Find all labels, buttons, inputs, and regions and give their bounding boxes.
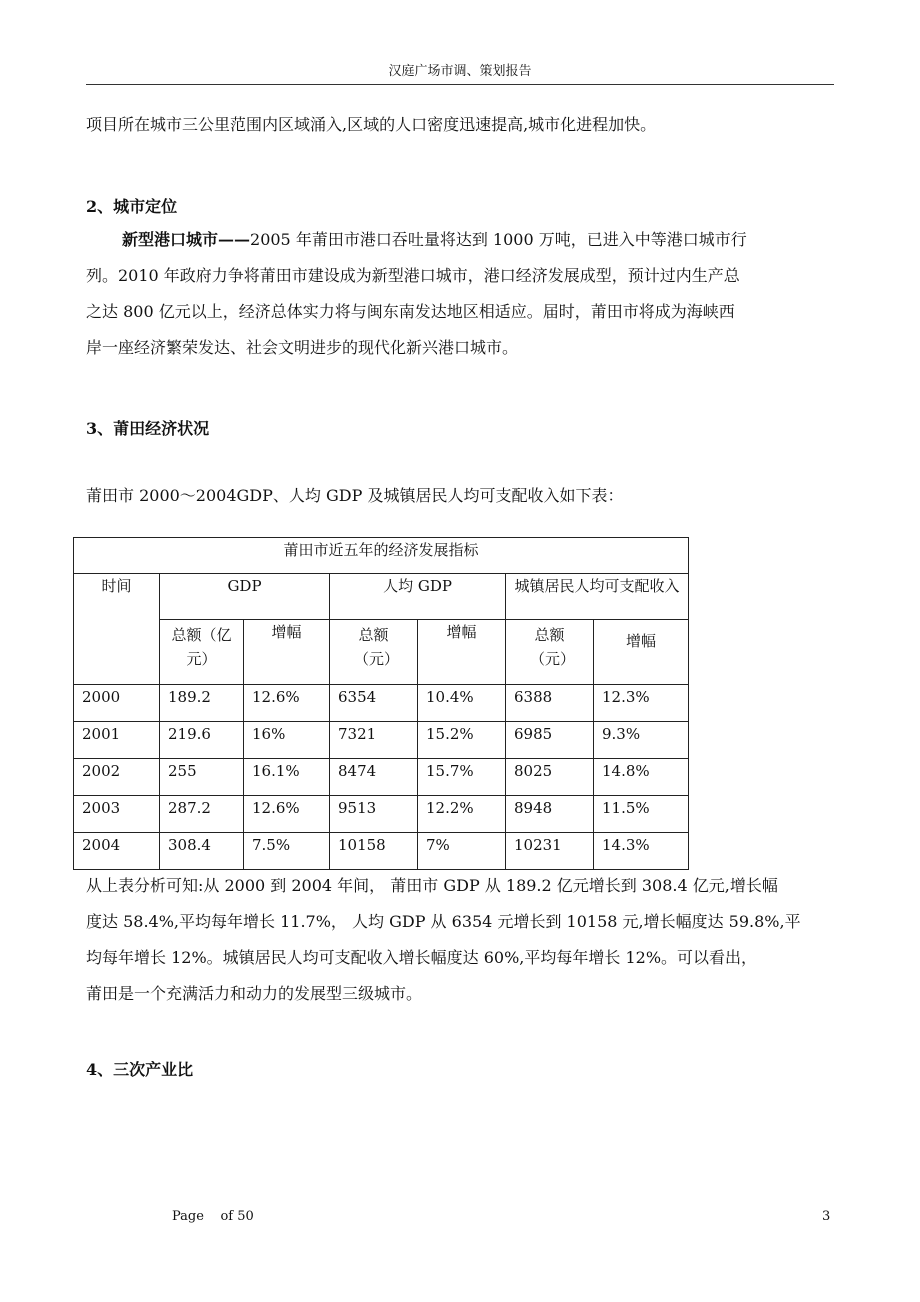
cell-inc-growth: 12.3% [594, 685, 689, 722]
sub-header-inc-growth: 增幅 [594, 620, 689, 685]
section2-line1-rest: 2005 年莆田市港口吞吐量将达到 1000 万吨，已进入中等港口城市行 [250, 230, 747, 249]
cell-gdp-total: 308.4 [160, 833, 244, 870]
cell-gdp-growth: 12.6% [244, 796, 330, 833]
cell-gdp-growth: 16.1% [244, 759, 330, 796]
section2-line-4: 岸一座经济繁荣发达、社会文明进步的现代化新兴港口城市。 [86, 338, 519, 357]
cell-gdp-total: 189.2 [160, 685, 244, 722]
sub-header-gdp-growth: 增幅 [244, 620, 330, 685]
cell-gdp-total: 287.2 [160, 796, 244, 833]
cell-pc-total: 6354 [330, 685, 418, 722]
group-header-disposable-income: 城镇居民人均可支配收入 [506, 574, 689, 620]
group-header-per-capita-gdp: 人均 GDP [330, 574, 506, 620]
cell-pc-growth: 10.4% [418, 685, 506, 722]
cell-gdp-growth: 16% [244, 722, 330, 759]
cell-inc-growth: 9.3% [594, 722, 689, 759]
cell-inc-growth: 14.8% [594, 759, 689, 796]
cell-pc-growth: 15.7% [418, 759, 506, 796]
sub-header-gdp-total: 总额（亿元） [160, 620, 244, 685]
cell-pc-growth: 7% [418, 833, 506, 870]
cell-inc-growth: 11.5% [594, 796, 689, 833]
time-header: 时间 [74, 574, 160, 685]
cell-gdp-growth: 12.6% [244, 685, 330, 722]
cell-inc-total: 8948 [506, 796, 594, 833]
table-title-row [74, 538, 689, 574]
cell-pc-total: 7321 [330, 722, 418, 759]
cell-pc-growth: 12.2% [418, 796, 506, 833]
cell-year: 2004 [74, 833, 160, 870]
cell-pc-total: 9513 [330, 796, 418, 833]
cell-pc-total: 10158 [330, 833, 418, 870]
analysis-line-2: 度达 58.4%,平均每年增长 11.7%， 人均 GDP 从 6354 元增长到 10158 元,增长幅度达 59.8%,平 [86, 912, 801, 931]
sub-header-pc-total: 总额（元） [330, 620, 418, 685]
cell-inc-total: 10231 [506, 833, 594, 870]
table-group-header-row [74, 574, 689, 620]
analysis-line-1: 从上表分析可知:从 2000 到 2004 年间， 莆田市 GDP 从 189.2 亿元增长到 308.4 亿元,增长幅 [86, 876, 778, 895]
analysis-line-4: 莆田是一个充满活力和动力的发展型三级城市。 [86, 984, 423, 1003]
table-row [74, 759, 689, 796]
table-row [74, 685, 689, 722]
economic-indicators-table [73, 537, 689, 870]
table-sub-header-row [74, 620, 689, 685]
sub-header-pc-growth: 增幅 [418, 620, 506, 685]
section2-line-3: 之达 800 亿元以上，经济总体实力将与闽东南发达地区相适应。届时，莆田市将成为海峡西 [86, 302, 735, 321]
section2-lead-bold: 新型港口城市—— [122, 230, 251, 249]
analysis-line-3: 均每年增长 12%。城镇居民人均可支配收入增长幅度达 60%,平均每年增长 12%。可以看出， [86, 948, 758, 967]
footer-page-number: 3 [822, 1209, 831, 1224]
section4-heading: 4、三次产业比 [86, 1060, 194, 1079]
intro-paragraph: 项目所在城市三公里范围内区域涌入,区域的人口密度迅速提高,城市化进程加快。 [86, 115, 657, 134]
cell-pc-total: 8474 [330, 759, 418, 796]
cell-inc-total: 6985 [506, 722, 594, 759]
table-row [74, 796, 689, 833]
cell-gdp-growth: 7.5% [244, 833, 330, 870]
footer-page-label: Page of 50 [172, 1209, 254, 1224]
cell-gdp-total: 219.6 [160, 722, 244, 759]
table-row [74, 833, 689, 870]
cell-gdp-total: 255 [160, 759, 244, 796]
group-header-gdp: GDP [160, 574, 330, 620]
section2-line-1 [86, 222, 836, 258]
sub-header-inc-total: 总额（元） [506, 620, 594, 685]
section3-heading: 3、莆田经济状况 [86, 419, 210, 438]
cell-year: 2000 [74, 685, 160, 722]
table-intro: 莆田市 2000～2004GDP、人均 GDP 及城镇居民人均可支配收入如下表： [86, 486, 624, 505]
cell-inc-growth: 14.3% [594, 833, 689, 870]
cell-year: 2003 [74, 796, 160, 833]
cell-year: 2001 [74, 722, 160, 759]
section2-heading: 2、城市定位 [86, 197, 178, 216]
table-title: 莆田市近五年的经济发展指标 [74, 538, 689, 574]
cell-pc-growth: 15.2% [418, 722, 506, 759]
table-row [74, 722, 689, 759]
running-header: 汉庭广场市调、策划报告 [388, 64, 532, 79]
section2-line-2: 列。2010 年政府力争将莆田市建设成为新型港口城市，港口经济发展成型，预计过内生产总 [86, 266, 740, 285]
cell-inc-total: 6388 [506, 685, 594, 722]
cell-year: 2002 [74, 759, 160, 796]
cell-inc-total: 8025 [506, 759, 594, 796]
header-rule [86, 84, 834, 85]
